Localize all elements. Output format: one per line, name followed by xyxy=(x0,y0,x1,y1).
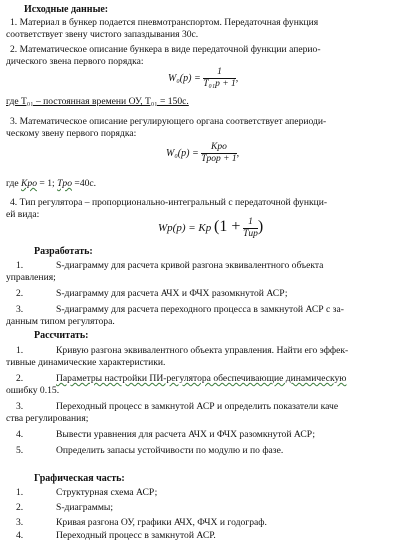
formula-regulator-open: (1 + xyxy=(214,218,241,236)
develop-item-text: S-диаграмму для расчета переходного процесса в замкнутой АСР с за- xyxy=(56,304,344,315)
graphic-item-text: S-диаграммы; xyxy=(56,502,114,513)
graphic-item-number: 3. xyxy=(16,517,24,528)
develop-item-text-cont: данным типом регулятора. xyxy=(6,316,115,327)
item2-line1: 2. Математическое описание бункера в виде передаточной функции аперио- xyxy=(10,44,321,55)
develop-item-number: 1. xyxy=(16,260,24,271)
item1-line1: 1. Материал в бункер подается пневмотранспортом. Передаточная функция xyxy=(10,17,319,28)
calculate-item-number: 4. xyxy=(16,429,24,440)
formula-bunker-lhs: W₀(p) = xyxy=(168,72,201,84)
formula-regulator-transfer-function xyxy=(158,217,263,240)
calculate-item-text: Вывести уравнения для расчета АЧХ и ФЧХ разомкнутой АСР; xyxy=(56,429,316,440)
graphic-item-number: 1. xyxy=(16,487,24,498)
develop-item-number: 2. xyxy=(16,288,24,299)
item3-note-mid: = 1; xyxy=(37,178,58,189)
item2-note-text: где T₀₁ – постоянная времени ОУ, T₀₁ = 150с. xyxy=(6,96,189,107)
graphic-title: Графическая часть: xyxy=(34,473,125,484)
item3-line1: 3. Математическое описание регулирующего органа соответствует апериоди- xyxy=(10,116,327,127)
item3-note xyxy=(6,178,96,190)
calculate-item-text-cont: тивные динамические характеристики. xyxy=(6,357,166,368)
graphic-item-text: Структурная схема АСР; xyxy=(56,487,158,498)
calculate-item-text: Кривую разгона эквивалентного объекта управления. Найти его эффек- xyxy=(56,345,349,356)
calculate-item-number: 3. xyxy=(16,401,24,412)
formula-bunker-transfer-function xyxy=(168,67,238,90)
formula-bunker-numerator: 1 xyxy=(203,67,236,79)
formula-bunker-fraction xyxy=(203,67,236,90)
formula-actuator-transfer-function xyxy=(166,142,239,165)
formula-bunker-denominator: T₀₁p + 1 xyxy=(203,79,236,89)
item3-note-suffix: =40с. xyxy=(72,178,97,189)
calculate-item-text-cont: ошибку 0.15. xyxy=(6,385,60,396)
graphic-item-text: Кривая разгона ОУ, графики АЧХ, ФЧХ и годограф. xyxy=(56,517,267,528)
formula-actuator-numerator: Kрo xyxy=(201,142,236,154)
formula-actuator-fraction xyxy=(201,142,236,165)
formula-regulator-denominator: Tиp xyxy=(243,229,258,239)
calculate-item-text: Переходный процесс в замкнутой АСР и определить показатели каче xyxy=(56,401,339,412)
develop-title: Разработать: xyxy=(34,246,93,257)
formula-actuator-lhs: W₀(p) = xyxy=(166,147,199,159)
graphic-item-number: 4. xyxy=(16,530,24,541)
item2-note xyxy=(6,96,189,108)
calculate-item-number: 5. xyxy=(16,445,24,456)
formula-actuator-denominator: Tрop + 1 xyxy=(201,154,237,164)
item3-note-prefix: где xyxy=(6,178,21,189)
calculate-item-number: 2. xyxy=(16,373,24,384)
calculate-item-text: Определить запасы устойчивости по модулю и по фазе. xyxy=(56,445,284,456)
item3-note-t: Tрo xyxy=(57,178,73,189)
heading-initial-data: Исходные данные: xyxy=(24,4,109,15)
formula-regulator-numerator: 1 xyxy=(243,217,258,229)
graphic-item-text: Переходный процесс в замкнутой АСР. xyxy=(56,530,216,541)
calculate-item-text: Параметры настройки ПИ-регулятора обеспечивающие динамическую xyxy=(56,373,347,384)
develop-item-text: S-диаграмму для расчета кривой разгона эквивалентного объекта xyxy=(56,260,324,271)
item4-line1: 4. Тип регулятора – пропорционально-интегральный с передаточной функци- xyxy=(10,197,328,208)
calculate-title: Рассчитать: xyxy=(34,330,89,341)
calculate-item-text-cont: ства регулирования; xyxy=(6,413,89,424)
calculate-item-number: 1. xyxy=(16,345,24,356)
formula-regulator-lhs: Wр(p) = Kр xyxy=(158,222,212,235)
formula-regulator-close: ) xyxy=(257,218,264,236)
develop-item-number: 3. xyxy=(16,304,24,315)
formula-bunker-tail: , xyxy=(235,72,239,84)
item1-line2: соответствует звену чистого запаздывания 30с. xyxy=(6,29,199,40)
graphic-item-number: 2. xyxy=(16,502,24,513)
develop-item-text-cont: управления; xyxy=(6,272,56,283)
item2-line2: дического звена первого порядка: xyxy=(6,56,144,67)
item3-line2: ческому звену первого порядка: xyxy=(6,128,137,139)
item3-note-k: Kрo xyxy=(21,178,37,189)
formula-regulator-fraction xyxy=(243,217,258,240)
item4-line2: ей вида: xyxy=(6,209,40,220)
develop-item-text: S-диаграмму для расчета АЧХ и ФЧХ разомкнутой АСР; xyxy=(56,288,288,299)
formula-actuator-tail: , xyxy=(236,147,240,159)
